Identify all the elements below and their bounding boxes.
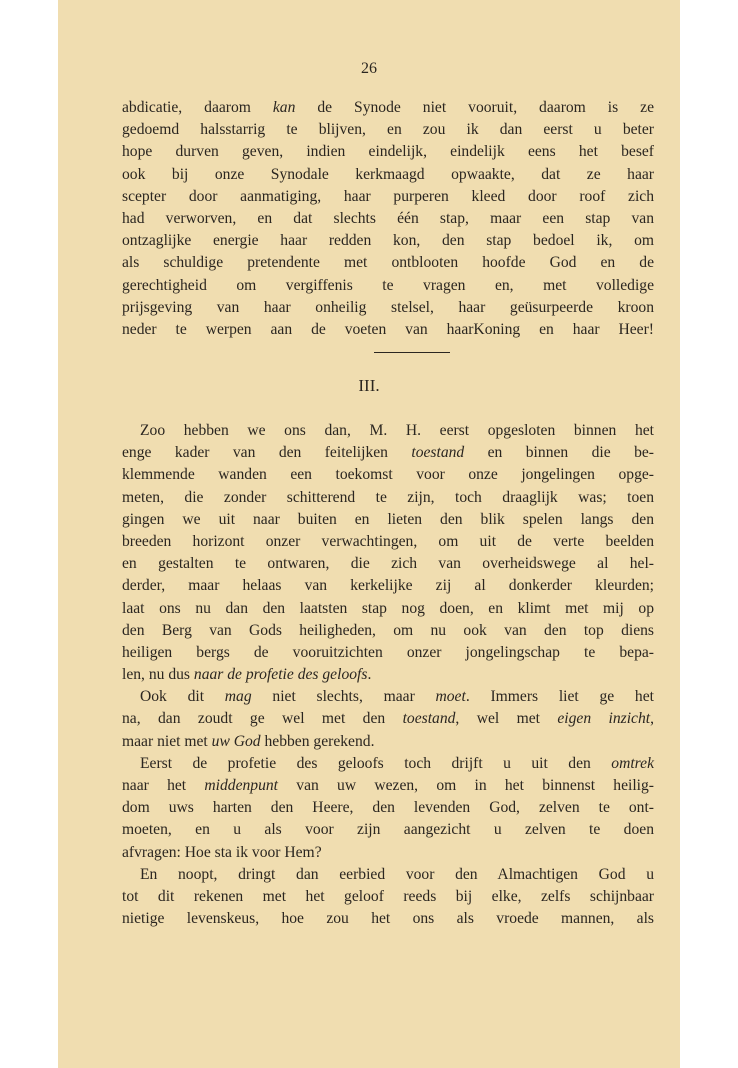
page-number: 26 (361, 60, 377, 77)
text-line: als schuldige pretendente met ontblooten hoofde God en de (122, 254, 654, 272)
paragraph-continued (122, 97, 654, 341)
text-line: ook bij onze Synodale kerkmaagd opwaakte, dat ze haar (122, 165, 654, 183)
text-line: naar het middenpunt van uw wezen, om in het binnenst heilig- (122, 777, 654, 794)
text-line: scepter door aanmatiging, haar purperen kleed door roof zich (122, 187, 654, 205)
text-line: heiligen bergs de vooruitzichten onzer jongelingschap te bepa- (122, 643, 654, 661)
text-line: Eerst de profetie des geloofs toch drijft u uit den omtrek (140, 754, 654, 772)
text-line: neder te werpen aan de voeten van haarKoning en haar Heer! (122, 320, 654, 338)
text-line: ontzaglijke energie haar redden kon, den stap bedoel ik, om (122, 232, 654, 250)
text-line: laat ons nu dan den laatsten stap nog doen, en klimt met mij op (122, 599, 654, 617)
section-divider (374, 352, 450, 353)
text-line: gedoemd halsstarrig te blijven, en zou ik dan eerst u beter (122, 121, 654, 139)
emphasis: moet (435, 688, 466, 706)
text-line: enge kader van den feitelijken toestand en binnen die be- (122, 444, 654, 462)
text-line: meten, die zonder schitterend te zijn, toch draaglijk was; toen (122, 488, 654, 506)
text-line: afvragen: Hoe sta ik voor Hem? (122, 843, 322, 861)
section-body (122, 420, 654, 930)
text-line: Zoo hebben we ons dan, M. H. eerst opgesloten binnen het (140, 422, 654, 439)
emphasis: naar de profetie des geloofs (193, 666, 368, 684)
text-line: abdicatie, daarom kan de Synode niet vooruit, daarom is ze (122, 99, 654, 116)
text-line: derder, maar helaas van kerkelijke zij al donkerder kleurden; (122, 577, 654, 595)
emphasis: middenpunt (204, 777, 279, 794)
text-line: had verworven, en dat slechts één stap, maar een stap van (122, 209, 654, 227)
text-line: prijsgeving van haar onheilig stelsel, haar geüsurpeerde kroon (122, 298, 654, 316)
emphasis: mag (224, 688, 252, 706)
text-line: en gestalten te ontwaren, die zich van overheidswege al hel- (122, 555, 654, 573)
text-line: klemmende wanden een toekomst voor onze jongelingen opge- (122, 466, 654, 484)
text-line: hope durven geven, indien eindelijk, eindelijk eens het besef (122, 143, 654, 161)
text-line: na, dan zoudt ge wel met den toestand, wel met eigen inzicht, (122, 710, 654, 728)
emphasis: toestand (411, 444, 465, 462)
emphasis: toestand (402, 710, 456, 728)
emphasis: kan (272, 99, 296, 116)
text-line: gerechtigheid om vergiffenis te vragen en, met volledige (122, 276, 654, 294)
text-line: maar niet met uw God hebben gerekend. (122, 732, 375, 750)
text-line: tot dit rekenen met het geloof reeds bij elke, zelfs schijnbaar (122, 887, 654, 905)
text-line: nietige levenskeus, hoe zou het ons als vroede mannen, als (122, 910, 654, 928)
emphasis: uw God (211, 732, 261, 750)
text-line: En noopt, dringt dan eerbied voor den Almachtigen God u (140, 865, 654, 883)
text-line: breeden horizont onzer verwachtingen, om uit de verte beelden (122, 532, 654, 550)
text-line: Ook dit mag niet slechts, maar moet. Immers liet ge het (140, 688, 654, 706)
text-line: len, nu dus naar de profetie des geloofs. (122, 666, 372, 684)
text-line: den Berg van Gods heiligheden, om nu ook van den top diens (122, 621, 654, 639)
section-heading: III. (358, 376, 380, 395)
emphasis: eigen inzicht (557, 710, 651, 728)
emphasis: omtrek (611, 754, 654, 772)
text-line: dom uws harten den Heere, den levenden God, zelven te ont- (122, 799, 654, 817)
text-line: gingen we uit naar buiten en lieten den blik spelen langs den (122, 510, 654, 528)
text-line: moeten, en u als voor zijn aangezicht u zelven te doen (122, 821, 654, 839)
